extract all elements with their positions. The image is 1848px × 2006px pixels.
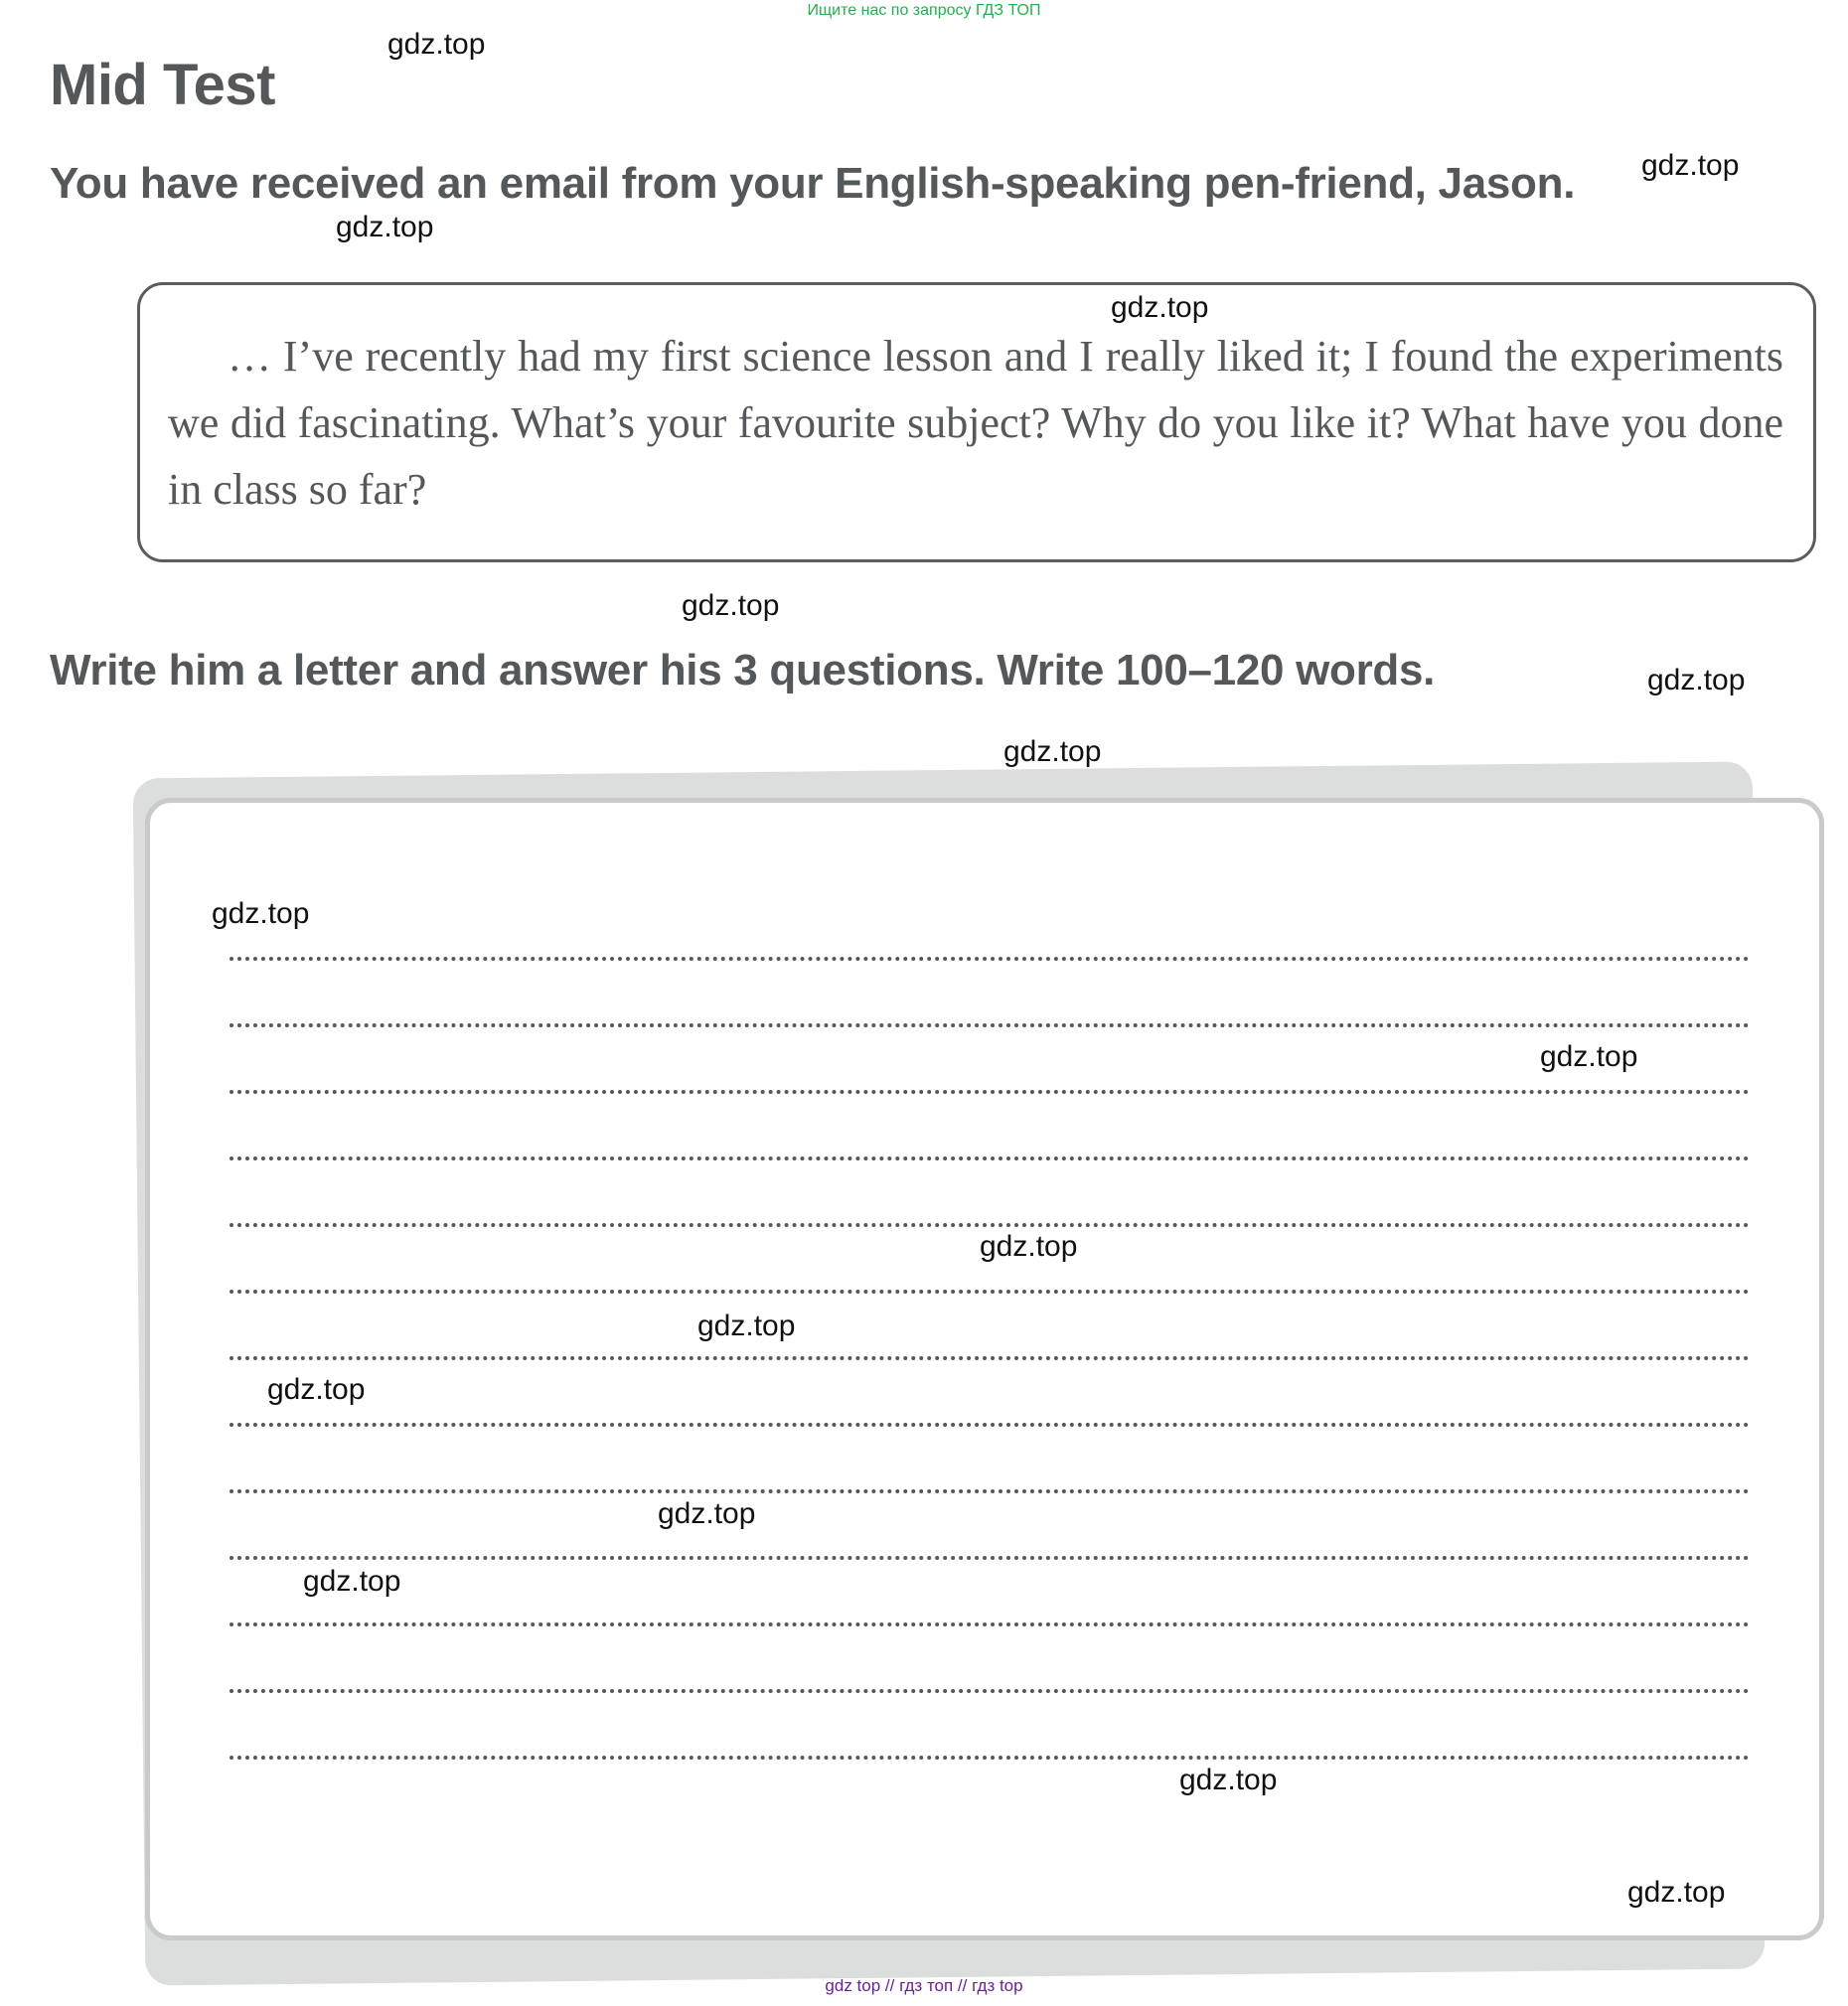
writing-line[interactable]	[230, 1223, 1750, 1227]
watermark: gdz.top	[1179, 1764, 1278, 1796]
top-note[interactable]: Ищите нас по запросу ГДЗ ТОП	[807, 2, 1041, 19]
watermark: gdz.top	[336, 211, 434, 243]
writing-line[interactable]	[230, 1556, 1750, 1560]
writing-line[interactable]	[230, 1157, 1750, 1160]
writing-line[interactable]	[230, 1423, 1750, 1427]
writing-line[interactable]	[230, 1290, 1750, 1294]
watermark: gdz.top	[682, 589, 780, 622]
watermark: gdz.top	[387, 28, 486, 61]
writing-line[interactable]	[230, 1756, 1750, 1760]
task-heading: Write him a letter and answer his 3 questions. Write 100–120 words.	[50, 646, 1436, 694]
writing-line[interactable]	[230, 957, 1750, 961]
watermark: gdz.top	[1540, 1040, 1638, 1073]
watermark: gdz.top	[1627, 1876, 1726, 1909]
writing-line[interactable]	[230, 1689, 1750, 1693]
watermark: gdz.top	[980, 1230, 1078, 1263]
watermark: gdz.top	[1647, 664, 1746, 696]
intro-heading: You have received an email from your English-speaking pen-friend, Jason.	[50, 159, 1576, 208]
watermark: gdz.top	[658, 1497, 756, 1530]
email-box	[137, 282, 1816, 562]
email-text: … I’ve recently had my first science lesson and I really liked it; I found the experiments we did fascinating. What’s your favourite subject? Why do you like it? What have you done in class so far?	[168, 332, 1783, 514]
writing-line[interactable]	[230, 1489, 1750, 1493]
writing-line[interactable]	[230, 1356, 1750, 1360]
watermark: gdz.top	[697, 1310, 796, 1342]
watermark: gdz.top	[212, 897, 310, 930]
page-title: Mid Test	[50, 53, 275, 117]
writing-line[interactable]	[230, 1023, 1750, 1027]
writing-line[interactable]	[230, 1090, 1750, 1094]
watermark: gdz.top	[303, 1565, 401, 1598]
writing-line[interactable]	[230, 1622, 1750, 1626]
watermark: gdz.top	[1641, 149, 1740, 182]
watermark: gdz.top	[1111, 291, 1209, 324]
watermark: gdz.top	[1003, 735, 1102, 768]
watermark: gdz.top	[267, 1373, 366, 1406]
writing-area[interactable]	[145, 798, 1824, 1940]
footer-links[interactable]: gdz top // гдз топ // гдз top	[825, 1976, 1023, 1995]
